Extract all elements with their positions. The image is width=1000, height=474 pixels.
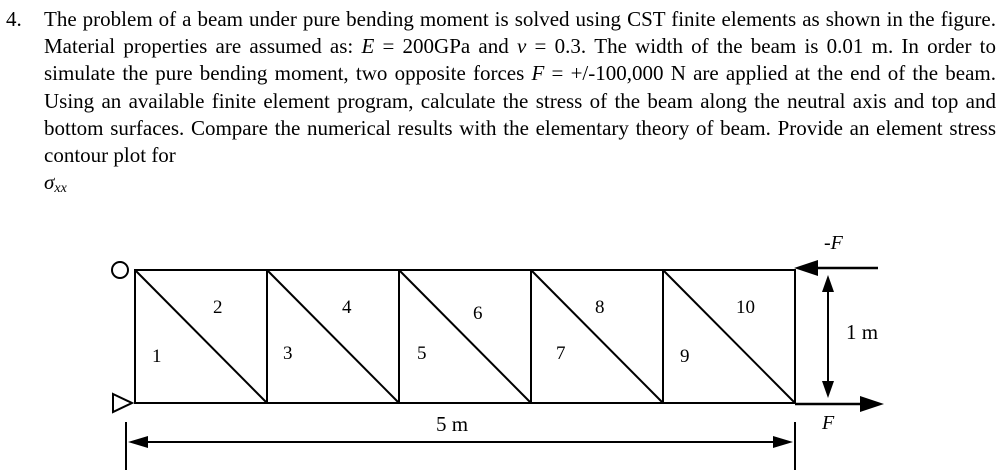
element-label-7: 7 [556,343,566,364]
bottom-force-arrow-icon [795,396,884,412]
youngs-modulus-symbol: E [361,34,375,59]
mesh-diagonal-5 [663,270,795,403]
mesh-diagonal-1 [135,270,267,403]
element-label-10: 10 [736,297,755,318]
pin-support-icon [112,262,128,278]
height-dimension-label: 1 m [846,320,879,344]
element-labels [152,297,755,367]
element-label-5: 5 [417,343,427,364]
element-label-8: 8 [595,297,605,318]
mesh-diagonal-lines [135,270,795,403]
sigma-letter: σ [44,170,55,194]
length-dimension-label: 5 m [436,412,469,436]
top-force-arrow-icon [794,260,878,276]
mesh-diagonal-3 [399,270,531,403]
force-symbol: F [531,61,545,86]
youngs-modulus-value: = 200GPa and [374,34,517,59]
poisson-ratio-symbol: ν [516,34,527,59]
poisson-ratio-value: = 0.3. The width of the beam is 0.01 m. In order to simulate the pure bending moment, two opposite forces [44,34,996,86]
roller-support-icon [113,394,132,412]
element-label-4: 4 [342,297,352,318]
element-label-9: 9 [680,346,690,367]
element-label-3: 3 [283,343,293,364]
mesh-diagonal-4 [531,270,663,403]
height-dimension-arrow-icon [822,275,834,398]
top-force-label: -F [824,232,843,254]
problem-number: 4. [6,7,22,31]
bottom-force-label: F [822,412,835,434]
mesh-diagonal-2 [267,270,399,403]
element-label-2: 2 [213,297,223,318]
element-label-1: 1 [152,346,162,367]
element-label-6: 6 [473,303,483,324]
sigma-subscript: xx [54,181,67,196]
problem-text-part-b: = +/-100,000 N are applied at the end of the beam. Using an available finite element program, calculate the stress of the beam along the neutral axis and top and bottom surfaces. Compare the numerical results with the elementary theory of beam. Provide an element stress contour plot for [44,61,996,168]
problem-text-part-a: The problem of a beam under pure bending moment is solved using CST finite elements as shown in the figure. Material properties are assumed as: [44,7,996,59]
